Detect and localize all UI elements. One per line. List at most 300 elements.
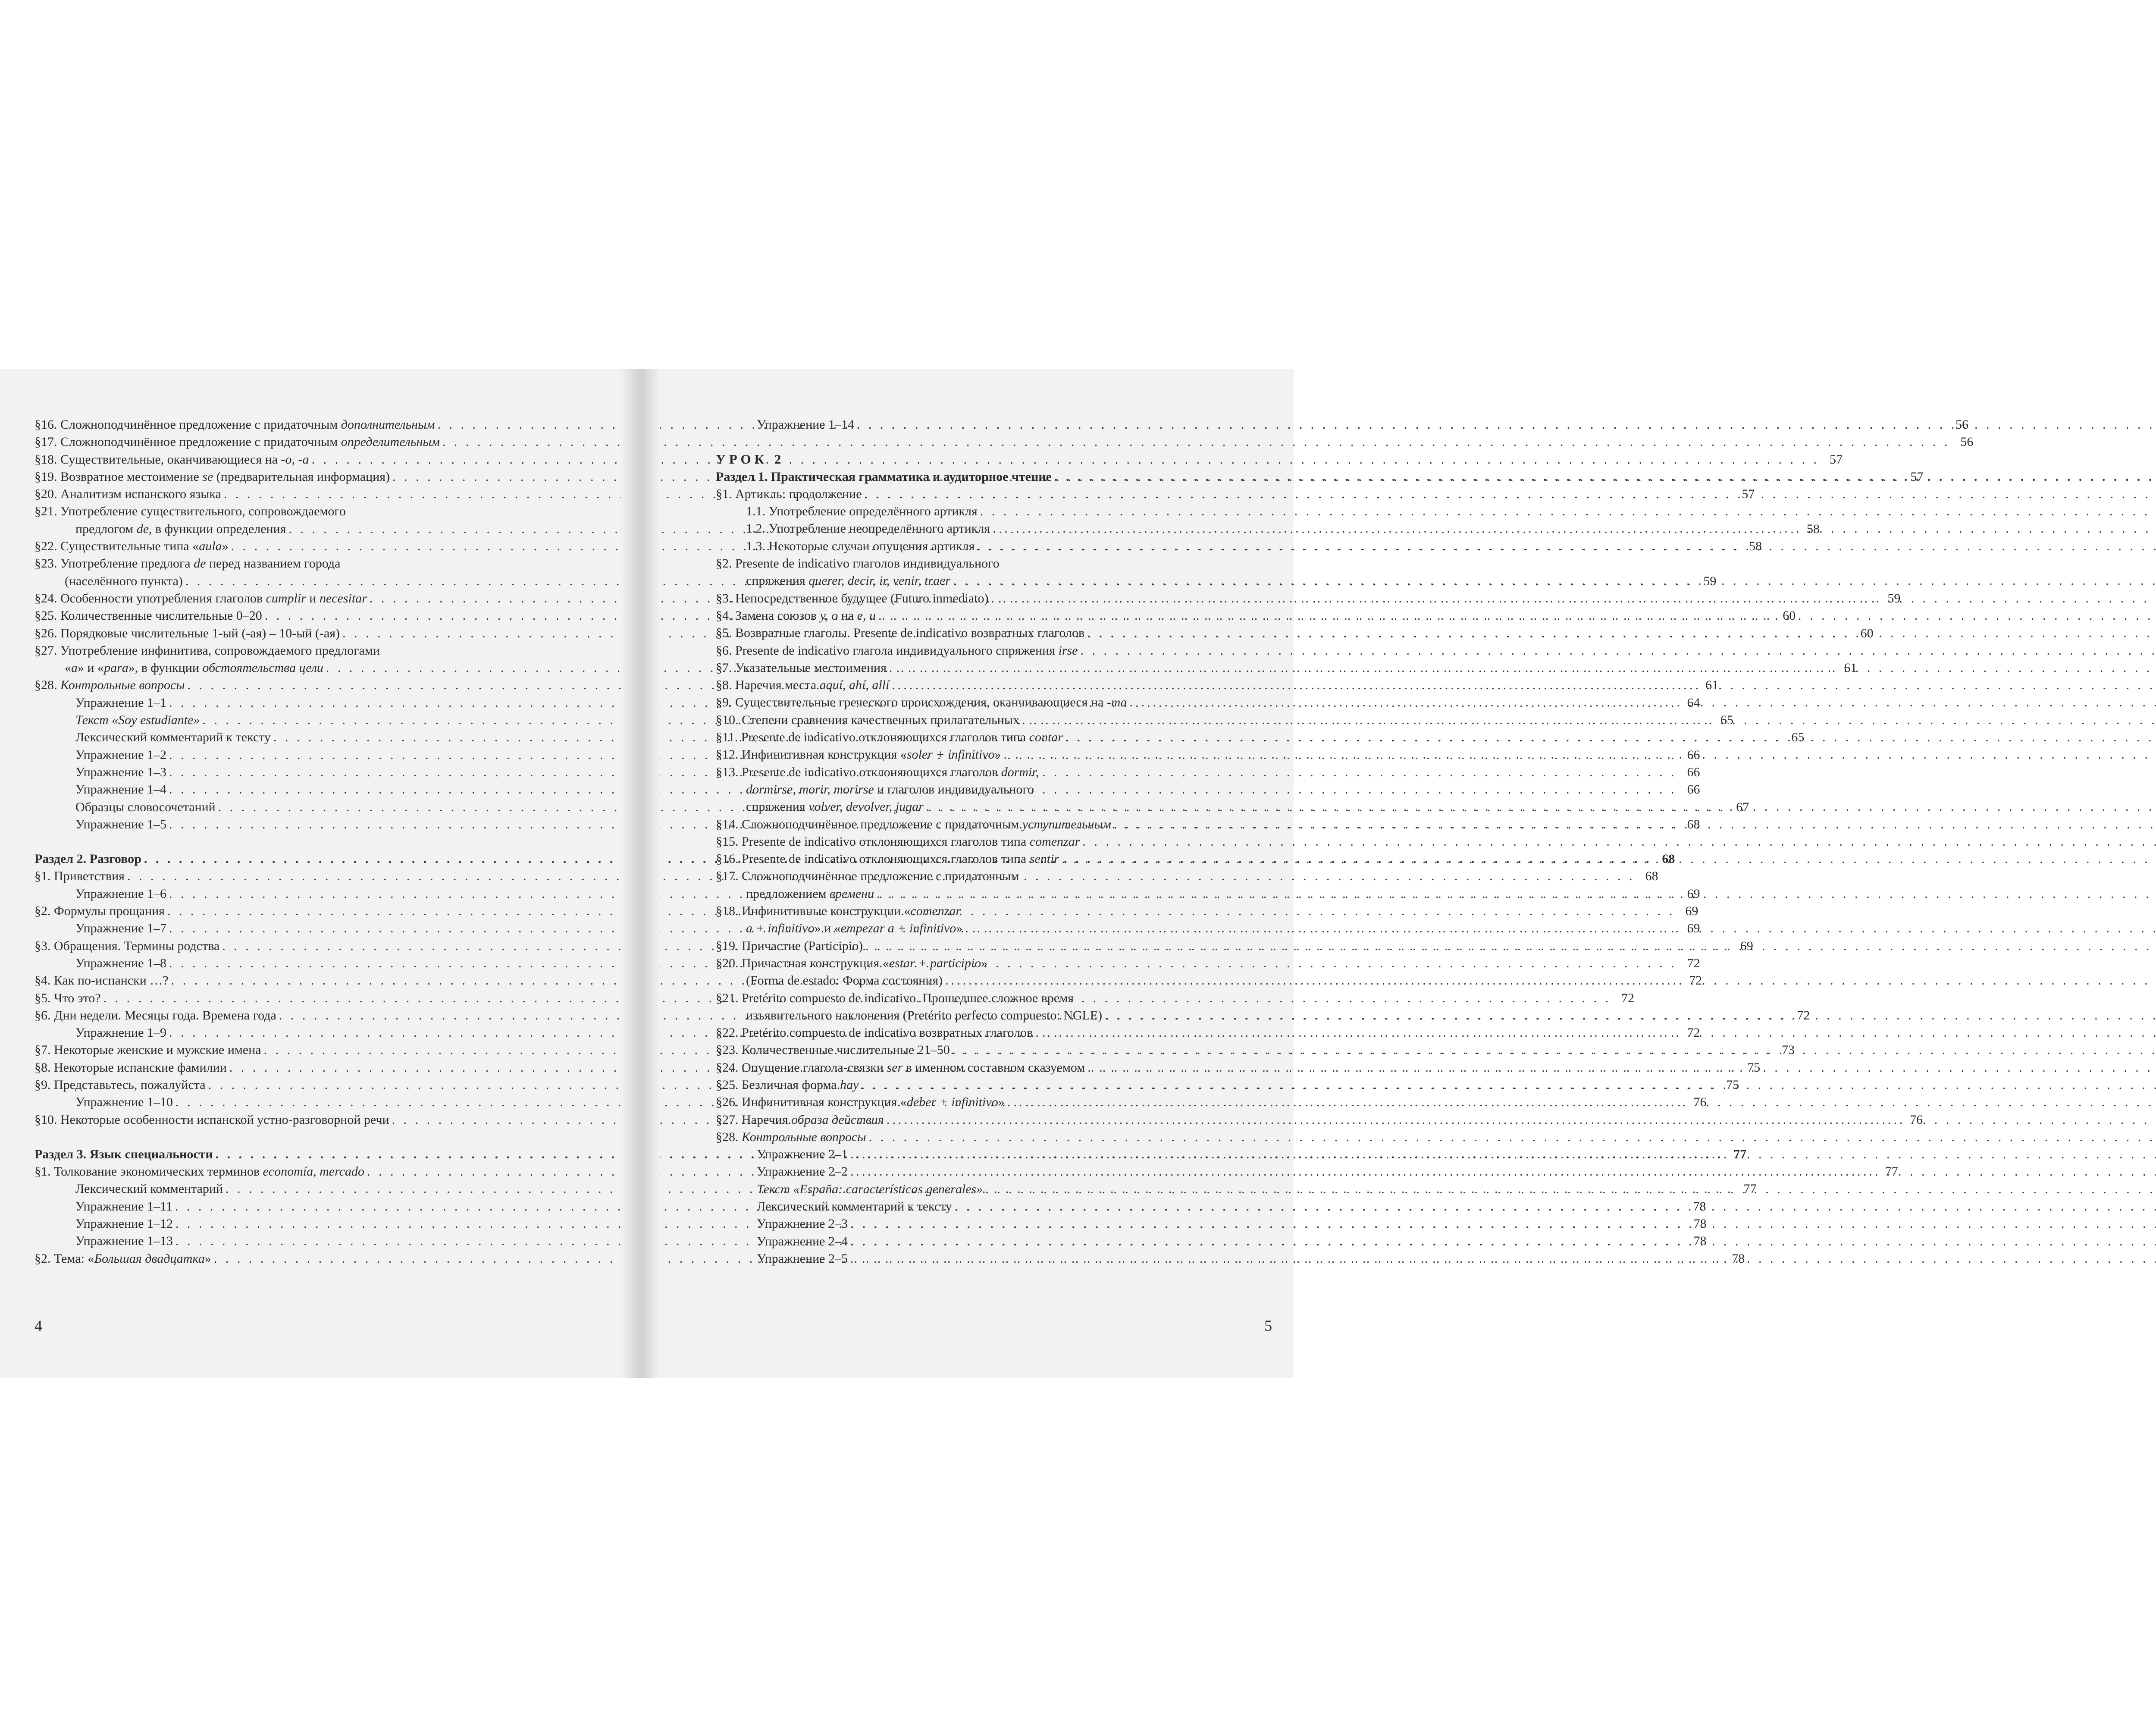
toc-entry-text: §8. Некоторые испанские фамилии — [34, 1060, 227, 1075]
toc-page-number: 78 — [1693, 1199, 1706, 1214]
toc-entry-text: §5. Что это? — [34, 991, 101, 1005]
toc-entry-italic: de — [194, 556, 206, 571]
toc-entry-text: §16. Сложноподчинённое предложение с придаточным — [34, 417, 341, 432]
toc-leader-dots — [1035, 1024, 2156, 1041]
toc-entry-text: Упражнение 1–3 — [75, 765, 166, 779]
toc-entry-italic: aula — [199, 539, 222, 554]
toc-entry-text: §2. Тема: « — [34, 1251, 94, 1266]
right-page — [660, 369, 1294, 1378]
toc-entry — [716, 1215, 1263, 1233]
toc-entry-title — [746, 781, 1034, 798]
toc-entry — [716, 920, 1263, 937]
toc-page-number: 58 — [1806, 521, 1820, 536]
toc-page-number: 72 — [1797, 1008, 1810, 1022]
toc-entry-title — [716, 1076, 859, 1094]
toc-page-number: 66 — [1687, 782, 1700, 797]
toc-entry-title — [716, 1129, 866, 1146]
toc-entry-text: Упражнение 2–3 — [757, 1217, 848, 1231]
toc-entry — [716, 729, 1263, 746]
toc-entry-title — [75, 746, 166, 764]
toc-entry-text: §1. Толкование экономических терминов — [34, 1164, 263, 1179]
toc-entry-text: » и « — [814, 921, 841, 936]
book-gutter — [621, 369, 660, 1378]
toc-entry-italic: времени — [830, 886, 874, 901]
toc-entry-italic: volver, devolver, jugar — [808, 800, 924, 814]
toc-leader-dots — [850, 1163, 2156, 1180]
toc-entry-title — [716, 451, 784, 468]
toc-entry-text: Раздел 2. Разговор — [34, 852, 141, 866]
toc-entry — [716, 868, 1263, 885]
toc-entry — [716, 798, 1263, 815]
toc-entry-title — [34, 1007, 276, 1024]
toc-entry-text: Упражнение 1–7 — [75, 921, 166, 936]
toc-entry-text: §10. Некоторые особенности испанской устно-разговорной речи — [34, 1112, 389, 1127]
toc-leader-dots — [1105, 1007, 2156, 1024]
toc-entry-text: (Forma de estado: Форма состояния) — [746, 973, 943, 988]
toc-entry-text: §23. Количественные числительные 21–50 — [716, 1043, 950, 1057]
toc-leader-dots — [1062, 850, 2156, 868]
toc-section-heading — [716, 468, 1263, 486]
toc-page-number: 66 — [1687, 747, 1700, 762]
toc-entry-text: Образцы словосочетаний — [75, 800, 216, 814]
toc-page-number: 59 — [1703, 574, 1717, 588]
toc-entry-text: §25. Количественные числительные 0–20 — [34, 608, 262, 623]
toc-entry-title — [716, 624, 1084, 642]
toc-entry-text: §21. Pretérito compuesto de indicativo. Прошедшее сложное время — [716, 991, 1074, 1005]
toc-leader-dots — [865, 486, 2156, 503]
toc-page-number: 64 — [1687, 695, 1700, 710]
toc-entry — [716, 1076, 1263, 1094]
toc-entry-title — [716, 764, 1039, 781]
toc-entry — [716, 850, 1263, 868]
toc-leader-dots — [955, 1198, 2156, 1215]
toc-entry-text: §27. Употребление инфинитива, сопровождаемого предлогами — [34, 643, 380, 658]
toc-entry-title — [746, 920, 962, 937]
toc-entry-title — [34, 990, 101, 1007]
toc-entry-italic: Контрольные вопросы — [742, 1129, 866, 1144]
toc-entry — [34, 503, 582, 520]
toc-entry-text: §10. Степени сравнения качественных прилагательных — [716, 712, 1020, 727]
toc-entry-text: 1.3. Некоторые случаи опущения артикля — [746, 539, 975, 553]
toc-entry-title — [75, 694, 166, 712]
toc-entry-title — [746, 538, 975, 555]
toc-entry-title — [757, 1215, 848, 1233]
toc-entry-title — [75, 1215, 173, 1233]
toc-page-number: 72 — [1687, 956, 1700, 970]
toc-entry-title — [75, 955, 166, 972]
toc-entry-text: предложением — [746, 886, 830, 901]
toc-leader-dots — [991, 590, 2156, 607]
toc-entry-title — [716, 746, 1001, 763]
toc-entry-title — [746, 503, 978, 520]
toc-entry-text: изъявительного наклонения (Pretérito perfecto compuesto: NGLE) — [746, 1008, 1103, 1022]
toc-page-number: 78 — [1693, 1234, 1707, 1248]
toc-entry-text: §28. — [34, 678, 60, 693]
toc-entry-text: (предварительная информация) — [213, 469, 390, 484]
toc-entry-text: Лексический комментарий — [75, 1182, 223, 1196]
toc-entry-title — [716, 659, 887, 677]
toc-entry-title — [757, 1250, 848, 1267]
toc-entry-text: Упражнение 1–10 — [75, 1095, 173, 1110]
toc-entry-text: §26. Инфинитивная конструкция « — [716, 1095, 907, 1110]
toc-entry-italic: dormir, — [1001, 765, 1039, 779]
toc-entry-title — [75, 885, 166, 903]
toc-entry — [716, 1024, 1263, 1041]
toc-entry — [716, 659, 1263, 677]
toc-entry — [716, 1250, 1263, 1267]
toc-entry-text: Упражнение 1–2 — [75, 747, 166, 762]
toc-entry-text: Упражнение 1–4 — [75, 782, 166, 797]
toc-entry-title — [746, 1007, 1102, 1024]
toc-entry-text: §19. Возвратное местоимение — [34, 469, 203, 484]
toc-entry — [716, 503, 1263, 520]
toc-entry — [34, 433, 1974, 451]
toc-leader-dots — [887, 1111, 2156, 1129]
toc-entry-text: » — [956, 921, 963, 936]
toc-entry-text: Упражнение 2–4 — [757, 1234, 848, 1248]
toc-entry-italic: cumplir — [266, 591, 306, 605]
toc-leader-dots — [977, 538, 2156, 555]
toc-page-number: 57 — [1830, 452, 1843, 467]
toc-entry-text: » и « — [78, 661, 104, 675]
toc-leader-dots — [1082, 833, 2156, 850]
toc-leader-dots — [985, 1181, 2156, 1198]
toc-entry-text: §12. Инфинитивная конструкция « — [716, 747, 907, 762]
toc-entry-title — [34, 433, 440, 451]
page-number-left: 4 — [34, 1317, 42, 1334]
toc-entry-title — [716, 712, 1019, 729]
toc-leader-dots — [869, 1129, 2156, 1146]
toc-entry-italic: irse — [1058, 643, 1078, 658]
toc-entry — [716, 607, 1263, 624]
toc-entry — [716, 624, 1263, 642]
page-number-right: 5 — [1264, 1317, 1272, 1334]
toc-entry-title — [716, 1059, 1085, 1076]
toc-entry-italic: a + infinitivo — [746, 921, 815, 936]
toc-entry-title — [75, 1198, 172, 1215]
toc-page-number: 69 — [1740, 938, 1753, 953]
toc-entry-title — [34, 1076, 206, 1094]
toc-entry-text: » — [222, 539, 229, 554]
toc-page-number: 72 — [1689, 973, 1702, 988]
toc-entry-title — [34, 538, 229, 555]
toc-entry-title — [716, 1024, 1033, 1041]
toc-entry — [716, 816, 1263, 833]
toc-entry-italic: уступительным — [1022, 817, 1111, 831]
toc-entry-italic: aquí, ahí, allí — [819, 678, 890, 693]
toc-entry — [716, 833, 1263, 850]
toc-entry-text: §24. Опущение глагола-связки — [716, 1060, 887, 1075]
toc-entry-italic: estar + participio — [889, 956, 981, 970]
toc-entry — [716, 938, 1263, 955]
toc-entry-text: §14. Сложноподчинённое предложение с придаточным — [716, 817, 1022, 831]
toc-entry-text: §19. Причастие (Participio) — [716, 938, 863, 953]
toc-entry-title — [34, 555, 341, 572]
toc-entry-text: в именном составном сказуемом — [903, 1060, 1085, 1075]
toc-entry — [716, 1146, 1263, 1163]
toc-page-number: 69 — [1687, 921, 1700, 936]
toc-entry-title — [75, 712, 200, 729]
toc-entry-italic: comenzar — [1029, 834, 1080, 849]
toc-entry-title — [716, 938, 863, 955]
toc-entry-title — [34, 451, 309, 468]
toc-entry-text: §23. Употребление предлога — [34, 556, 194, 571]
toc-entry-text: и глаголов индивидуального — [874, 782, 1034, 797]
toc-spacer — [34, 833, 582, 850]
toc-entry-title — [716, 990, 1074, 1007]
toc-entry-text: §17. Сложноподчинённое предложение с придаточным — [716, 869, 1019, 884]
toc-leader-dots — [965, 920, 2156, 937]
toc-leader-dots — [857, 416, 2156, 433]
toc-entry-text: §22. Pretérito compuesto de indicativo возвратных глаголов — [716, 1026, 1033, 1040]
toc-leader-dots — [953, 1041, 2156, 1059]
toc-page-number: 61 — [1844, 661, 1857, 675]
toc-right — [716, 416, 1263, 1267]
toc-entry-text: §7. Указательные местоимения — [716, 660, 887, 675]
toc-entry-title — [34, 1111, 389, 1129]
toc-leader-dots — [1129, 694, 2156, 711]
toc-entry-title — [716, 1111, 884, 1129]
toc-entry-italic: образа действия — [791, 1112, 884, 1127]
toc-entry-title — [34, 903, 165, 920]
toc-entry-italic: Текст «Soy estudiante» — [75, 713, 200, 728]
toc-entry-italic: deber + infinitivo — [906, 1095, 998, 1110]
toc-leader-dots — [850, 1233, 2156, 1250]
toc-entry — [716, 694, 1263, 711]
toc-entry-title — [34, 468, 390, 486]
toc-entry-title — [34, 938, 219, 955]
toc-entry-title — [716, 590, 989, 607]
toc-entry-text: §1. Артикль: продолжение — [716, 486, 862, 501]
toc-entry-text: §5. Возвратные глаголы. Presente de indicativo возвратных глаголов — [716, 626, 1085, 640]
toc-entry-title — [757, 1163, 848, 1180]
toc-entry-title — [34, 850, 141, 868]
toc-entry-title — [716, 694, 1127, 711]
toc-leader-dots — [980, 503, 2156, 520]
toc-entry-title — [75, 1233, 173, 1250]
toc-entry-title — [716, 486, 862, 503]
toc-page-number: 67 — [1736, 800, 1749, 814]
toc-entry-text: §18. Инфинитивные конструкции « — [716, 904, 911, 919]
toc-entry-text: §20. Аналитизм испанского языка — [34, 487, 221, 502]
toc-entry-title — [75, 1024, 166, 1041]
toc-entry-text: §4. Как по-испански …? — [34, 973, 169, 988]
toc-leader-dots — [1022, 712, 2156, 729]
toc-entry-text: перед названием города — [206, 556, 341, 571]
toc-entry-title — [716, 850, 1059, 868]
toc-entry-title — [716, 468, 1052, 486]
toc-leader-dots — [1007, 1094, 2156, 1111]
toc-entry-title — [34, 677, 185, 694]
toc-page-number: 76 — [1910, 1112, 1923, 1127]
toc-page-number: 76 — [1693, 1095, 1707, 1110]
toc-entry-italic: contar — [1029, 730, 1063, 745]
toc-entry-text: §13. Presente de indicativo отклоняющихся глаголов — [716, 765, 1001, 779]
toc-leader-dots — [850, 1250, 2156, 1267]
toc-page-number: 66 — [1687, 765, 1700, 779]
toc-page-number: 72 — [1687, 1026, 1700, 1040]
toc-entry-title — [716, 1041, 950, 1059]
toc-entry-italic: e, u — [857, 608, 876, 623]
toc-entry-title — [34, 486, 221, 503]
toc-entry-title — [716, 816, 1111, 833]
toc-entry-title — [34, 1059, 227, 1076]
toc-entry-title — [716, 868, 1019, 885]
toc-entry-title — [757, 1181, 983, 1198]
toc-entry — [716, 642, 1263, 659]
toc-entry-text: , в функции определения — [149, 521, 286, 536]
toc-entry-text: и — [306, 591, 320, 605]
toc-entry-title — [757, 1233, 848, 1250]
toc-entry-italic: querer, decir, ir, venir, traer — [808, 574, 951, 588]
toc-entry-title — [75, 816, 166, 833]
toc-entry-text: §15. Presente de indicativo отклоняющихся глаголов типа — [716, 834, 1030, 849]
toc-page-number: 77 — [1733, 1147, 1747, 1161]
toc-page-number: 60 — [1860, 626, 1874, 640]
toc-entry — [716, 572, 1263, 590]
toc-entry-italic: ser — [887, 1060, 903, 1075]
toc-page-number: 68 — [1662, 852, 1675, 866]
toc-entry-text: Упражнение 1–5 — [75, 817, 166, 831]
toc-page-number: 78 — [1693, 1217, 1707, 1231]
toc-leader-dots — [850, 1215, 2156, 1233]
toc-entry-title — [757, 1146, 848, 1163]
toc-entry-text: §27. Наречия — [716, 1112, 791, 1127]
toc-page-number: 57 — [1742, 487, 1755, 502]
toc-entry — [716, 955, 1263, 972]
toc-leader-dots — [878, 607, 2156, 624]
toc-entry-text: §22. Существительные типа « — [34, 539, 199, 554]
toc-entry-italic: -o, -a — [281, 452, 309, 467]
toc-entry — [716, 1111, 1263, 1129]
toc-entry-italic: de — [136, 521, 149, 536]
toc-entry-title — [716, 642, 1078, 659]
toc-leader-dots — [865, 938, 2156, 955]
toc-entry-text: §7. Некоторые женские и мужские имена — [34, 1043, 261, 1057]
toc-entry-italic: Контрольные вопросы — [60, 678, 185, 693]
toc-entry-text: Упражнение 1–6 — [75, 886, 166, 901]
toc-entry-title — [34, 1250, 211, 1267]
toc-entry-text: §2. Формулы прощания — [34, 904, 165, 919]
toc-leader-dots — [877, 885, 2156, 903]
toc-entry-title — [716, 555, 1000, 572]
toc-entry — [716, 1041, 1263, 1059]
toc-page-number: 56 — [1960, 435, 1974, 449]
toc-page-number: 77 — [1885, 1164, 1898, 1179]
toc-entry-text: §8. Наречия места — [716, 678, 820, 693]
toc-entry — [716, 1198, 1263, 1215]
toc-entry-text: предлогом — [75, 521, 137, 536]
toc-page-number: 65 — [1720, 713, 1733, 728]
toc-page-number: 58 — [1749, 539, 1762, 554]
toc-entry-text: §26. Порядковые числительные 1-ый (-ая) – 10-ый (-ая) — [34, 626, 340, 640]
toc-entry-title — [716, 955, 987, 972]
toc-leader-dots — [953, 572, 2156, 590]
toc-leader-dots — [1054, 468, 2156, 486]
toc-page-number: 75 — [1726, 1077, 1739, 1092]
toc-leader-dots — [1087, 624, 2156, 642]
toc-entry-text: §24. Особенности употребления глаголов — [34, 591, 266, 605]
toc-entry-italic: comenzar — [910, 904, 961, 919]
toc-entry-text: Лексический комментарий к тексту — [757, 1199, 952, 1214]
toc-entry — [716, 712, 1263, 729]
toc-entry-text: §21. Употребление существительного, сопровождаемого — [34, 504, 346, 519]
toc-entry-italic: hay — [840, 1077, 859, 1092]
toc-entry — [716, 520, 1263, 537]
toc-entry-text: спряжения — [746, 574, 809, 588]
toc-leader-dots — [1003, 746, 2156, 763]
toc-entry-title — [716, 833, 1080, 850]
toc-entry — [716, 1094, 1263, 1111]
toc-entry-text: Упражнение 1–8 — [75, 956, 166, 970]
toc-entry — [34, 555, 582, 572]
toc-spacer — [716, 433, 1263, 451]
toc-entry-title — [716, 729, 1063, 746]
toc-entry-italic: Большая двадцатка — [94, 1251, 205, 1266]
toc-page-number: 73 — [1782, 1043, 1795, 1057]
toc-entry-text: спряжения — [746, 800, 809, 814]
toc-entry-text: (населённого пункта) — [65, 574, 183, 588]
toc-entry-title — [34, 642, 380, 659]
toc-page-number: 56 — [1955, 417, 1968, 432]
toc-entry-italic: y, o — [820, 608, 838, 623]
toc-entry — [716, 1163, 1263, 1180]
toc-entry-title — [34, 1163, 364, 1180]
book-spread — [0, 369, 1974, 1378]
toc-entry — [716, 1181, 1263, 1198]
toc-entry-title — [65, 659, 323, 677]
toc-spacer — [34, 1129, 582, 1146]
toc-entry-title — [34, 416, 435, 433]
toc-entry-text: §6. Presente de indicativo глагола индивидуального спряжения — [716, 643, 1059, 658]
toc-entry-text: §20. Причастная конструкция « — [716, 956, 889, 970]
toc-entry — [716, 555, 1263, 572]
toc-entry — [716, 885, 1263, 903]
toc-entry-title — [75, 920, 166, 937]
toc-entry-text: §9. Существительные греческого происхождения, оканчивающиеся на — [716, 695, 1107, 710]
toc-entry-italic: economía, mercado — [263, 1164, 364, 1179]
toc-entry-title — [746, 885, 874, 903]
toc-entry — [716, 538, 1263, 555]
toc-entry — [716, 416, 1263, 433]
toc-entry-title — [34, 590, 367, 607]
toc-entry-title — [716, 1094, 1005, 1111]
toc-leader-dots — [892, 677, 2156, 694]
toc-entry-title — [75, 1180, 223, 1198]
toc-entry-italic: empezar a + infinitivo — [840, 921, 956, 936]
toc-leader-dots — [861, 1076, 2156, 1094]
toc-entry-title — [746, 798, 924, 815]
toc-entry-italic: soler + infinitivo — [906, 747, 995, 762]
toc-entry-title — [716, 903, 961, 920]
toc-entry — [716, 1129, 1263, 1146]
toc-page-number: 69 — [1685, 904, 1698, 919]
toc-entry-text: §3. Непосредственное будущее (Futuro inmediato) — [716, 591, 989, 605]
toc-entry-title — [746, 972, 943, 989]
toc-entry-title — [34, 607, 262, 624]
toc-leader-dots — [1114, 816, 2156, 833]
toc-leader-dots — [945, 972, 2156, 989]
toc-leader-dots — [850, 1146, 2156, 1163]
toc-page-number: 78 — [1732, 1251, 1745, 1266]
toc-entry-text: §25. Безличная форма — [716, 1077, 840, 1092]
toc-entry-text: », в функции — [128, 661, 203, 675]
toc-entry-text: Упражнение 1–9 — [75, 1026, 166, 1040]
toc-entry — [716, 746, 1263, 763]
toc-entry-text: » — [998, 1095, 1005, 1110]
toc-entry — [716, 903, 1263, 920]
toc-entry-text: УРОК 2 — [716, 452, 785, 467]
